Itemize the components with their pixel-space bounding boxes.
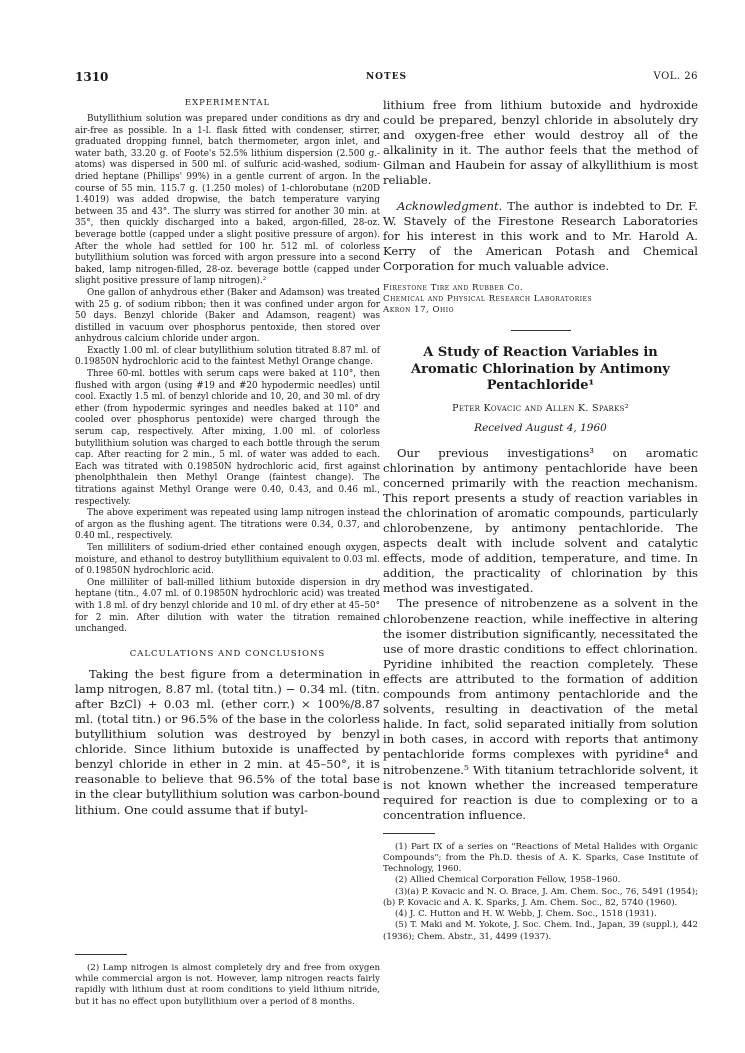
experimental-paragraph: One milliliter of ball-milled lithium butoxide dispersion in dry heptane (titn., 4.07 ml. of 0.19850N hydrochloric acid) was treated with 1.8 ml. of dry benzyl chloride and 10 ml. of dry ether at 45–50° for 2 min. After dilution with water the titration remained unchanged. [75, 577, 380, 635]
acknowledgment-text: The author is indebted to Dr. F. W. Stavely of the Firestone Research Laboratories for his interest in this work and to Mr. Harold A. Kerry of the American Potash and Chemical Corporation for much valuable advice. [383, 198, 698, 273]
footnote-rule [75, 954, 127, 955]
calculations-heading: CALCULATIONS AND CONCLUSIONS [129, 648, 326, 659]
acknowledgment-paragraph [383, 199, 698, 274]
left-footnotes [75, 954, 380, 1008]
experimental-paragraph: Three 60-ml. bottles with serum caps were baked at 110°, then flushed with argon (using #19 and #20 hypodermic needles) until cool. Exactly 1.5 ml. of benzyl chloride and 10, 20, and 30 ml. of dry ether (from hypodermic syringes and needles baked at 110° and cooled over phosphorus pentoxide) were charged through the serum cap, respectively. After mixing, 1.00 ml. of colorless butyllithium solution was charged to each bottle through the serum cap. After reacting for 2 min., 5 ml. of water was added to each. Each was titrated with 0.19850N hydrochloric acid, first against phenolphthalein then Methyl Orange (faintest change). The titrations against Methyl Orange were 0.40, 0.43, and 0.46 ml., respectively. [75, 369, 380, 507]
experimental-heading: EXPERIMENTAL [184, 98, 271, 108]
right-column [383, 98, 698, 943]
page-number: 1310 [75, 70, 109, 84]
article-body [383, 446, 698, 823]
affiliation-line: Chemical and Physical Research Laboratories [383, 294, 593, 305]
continuation-text [383, 98, 698, 274]
article-separator [511, 330, 571, 331]
calculations-paragraph: Taking the best figure from a determination in lamp nitrogen, 8.87 ml. (total titn.) − 0.34 ml. (titn. after BzCl) + 0.03 ml. (ether corr.) × 100%/8.87 ml. (total titn.) or 96.5% of the base in the colorless butyllithium solution was destroyed by benzyl chloride. Since lithium butoxide is unaffected by benzyl chloride in ether in 2 min. at 45–50°, it is reasonable to believe that 96.5% of the total base in the clear butyllithium solution was carbon-bound lithium. One could assume that if butyl- [75, 666, 380, 817]
affiliation-block [383, 283, 698, 316]
right-footnotes [383, 833, 698, 943]
acknowledgment-label: Acknowledgment. [397, 198, 503, 213]
footnote: (4) J. C. Hutton and H. W. Webb, J. Chem. Soc., 1518 (1931). [395, 909, 657, 920]
experimental-paragraph: Ten milliliters of sodium-dried ether contained enough oxygen, moisture, and ethanol to destroy butyllithium equivalent to 0.03 ml. of 0.19850N hydrochloric acid. [75, 542, 380, 577]
received-date: Received August 4, 1960 [474, 421, 607, 434]
footnote: (5) T. Maki and M. Yokote, J. Soc. Chem. Ind., Japan, 39 (suppl.), 442 (1936); Chem. Abstr., 31, 4499 (1937). [383, 920, 698, 942]
volume-label: VOL. 26 [653, 71, 698, 82]
body-paragraph: The presence of nitrobenzene as a solvent in the chlorobenzene reaction, while ineffective in altering the isomer distribution significantly, necessitated the use of more drastic conditions to effect chlorination. Pyridine inhibited the reaction completely. These effects are attributed to the formation of addition compounds from antimony pentachloride and the solvents, resulting in deactivation of the metal halide. In fact, solid separated initially from solution in both cases, in accord with reports that antimony pentachloride forms complexes with pyridine⁴ and nitrobenzene.⁵ With titanium tetrachloride solvent, it is not known whether the increased temperature required for reaction is due to complexing or to a concentration influence. [383, 596, 698, 822]
experimental-paragraph: The above experiment was repeated using lamp nitrogen instead of argon as the flushing agent. The titrations were 0.34, 0.37, and 0.40 ml., respectively. [75, 508, 380, 542]
article-authors: Peter Kovacic and Allen K. Sparks² [452, 402, 629, 414]
experimental-paragraph: Butyllithium solution was prepared under conditions as dry and air-free as possible. In a 1-l. flask fitted with condenser, stirrer, graduated dropping funnel, batch thermometer, argon inlet, and water bath, 33.20 g. of Foote's 52.5% lithium dispersion (2.500 g.-atoms) was dispersed in 500 ml. of sulfuric acid-washed, sodium-dried heptane (Phillips' 99%) in a gentle current of argon. In the course of 55 min. 115.7 g. (1.250 moles) of 1-chlorobutane (n20D 1.4019) was added dropwise, the batch temperature varying between 35 and 43°. The slurry was stirred for another 30 min. at 35°, then quickly discharged into a baked, argon-filled, 28-oz. beverage bottle (capped under a slight positive pressure of argon). After the whole had settled for 100 hr. 512 ml. of colorless butyllithium solution was forced with argon pressure into a second baked, lamp nitrogen-filled, 28-oz. beverage bottle (capped under slight positive pressure of lamp nitrogen).² [75, 114, 380, 287]
article-title: A Study of Reaction Variables in Aromatic Chlorination by Antimony Pentachloride¹ [411, 345, 670, 394]
calculations-section [75, 667, 380, 818]
footnote: (3)(a) P. Kovacic and N. O. Brace, J. Am. Chem. Soc., 76, 5491 (1954); (b) P. Kovacic and A. K. Sparks, J. Am. Chem. Soc., 82, 5740 (1960). [383, 886, 698, 908]
running-head [75, 70, 698, 86]
section-name: NOTES [365, 72, 408, 82]
footnote-rule [383, 833, 435, 834]
footnote: (2) Allied Chemical Corporation Fellow, 1958–1960. [395, 875, 621, 886]
footnote: (1) Part IX of a series on "Reactions of Metal Halides with Organic Compounds"; from the Ph.D. thesis of A. K. Sparks, Case Institute of Technology, 1960. [383, 841, 698, 875]
body-paragraph: Our previous investigations³ on aromatic chlorination by antimony pentachloride have been concerned primarily with the reaction mechanism. This report presents a study of reaction variables in the chlorination of aromatic compounds, particularly chlorobenzene, by antimony pentachloride. The aspects dealt with include solvent and catalytic effects, mode of addition, temperature, and time. In addition, the practicality of chlorination by this method was investigated. [383, 445, 698, 596]
continuation-paragraph: lithium free from lithium butoxide and hydroxide could be prepared, benzyl chloride in absolutely dry and oxygen-free ether would destroy all of the alkalinity in it. The author feels that the method of Gilman and Haubein for assay of alkyllithium is most reliable. [383, 98, 698, 188]
experimental-section [75, 114, 380, 636]
affiliation-line: Firestone Tire and Rubber Co. [383, 283, 524, 294]
footnote: (2) Lamp nitrogen is almost completely dry and free from oxygen while commercial argon is not. However, lamp nitrogen reacts fairly rapidly with lithium dust at room conditions to yield lithium nitride, but it has no effect upon butyllithium over a period of 8 months. [75, 963, 380, 1007]
left-column [75, 98, 380, 818]
affiliation-line: Akron 17, Ohio [383, 305, 455, 316]
experimental-paragraph: Exactly 1.00 ml. of clear butyllithium solution titrated 8.87 ml. of 0.19850N hydrochloric acid to the faintest Methyl Orange change. [75, 345, 380, 368]
experimental-paragraph: One gallon of anhydrous ether (Baker and Adamson) was treated with 25 g. of sodium ribbon; then it was confined under argon for 50 days. Benzyl chloride (Baker and Adamson, reagent) was distilled in vacuum over phosphorus pentoxide, then stored over anhydrous calcium chloride under argon. [75, 287, 380, 345]
